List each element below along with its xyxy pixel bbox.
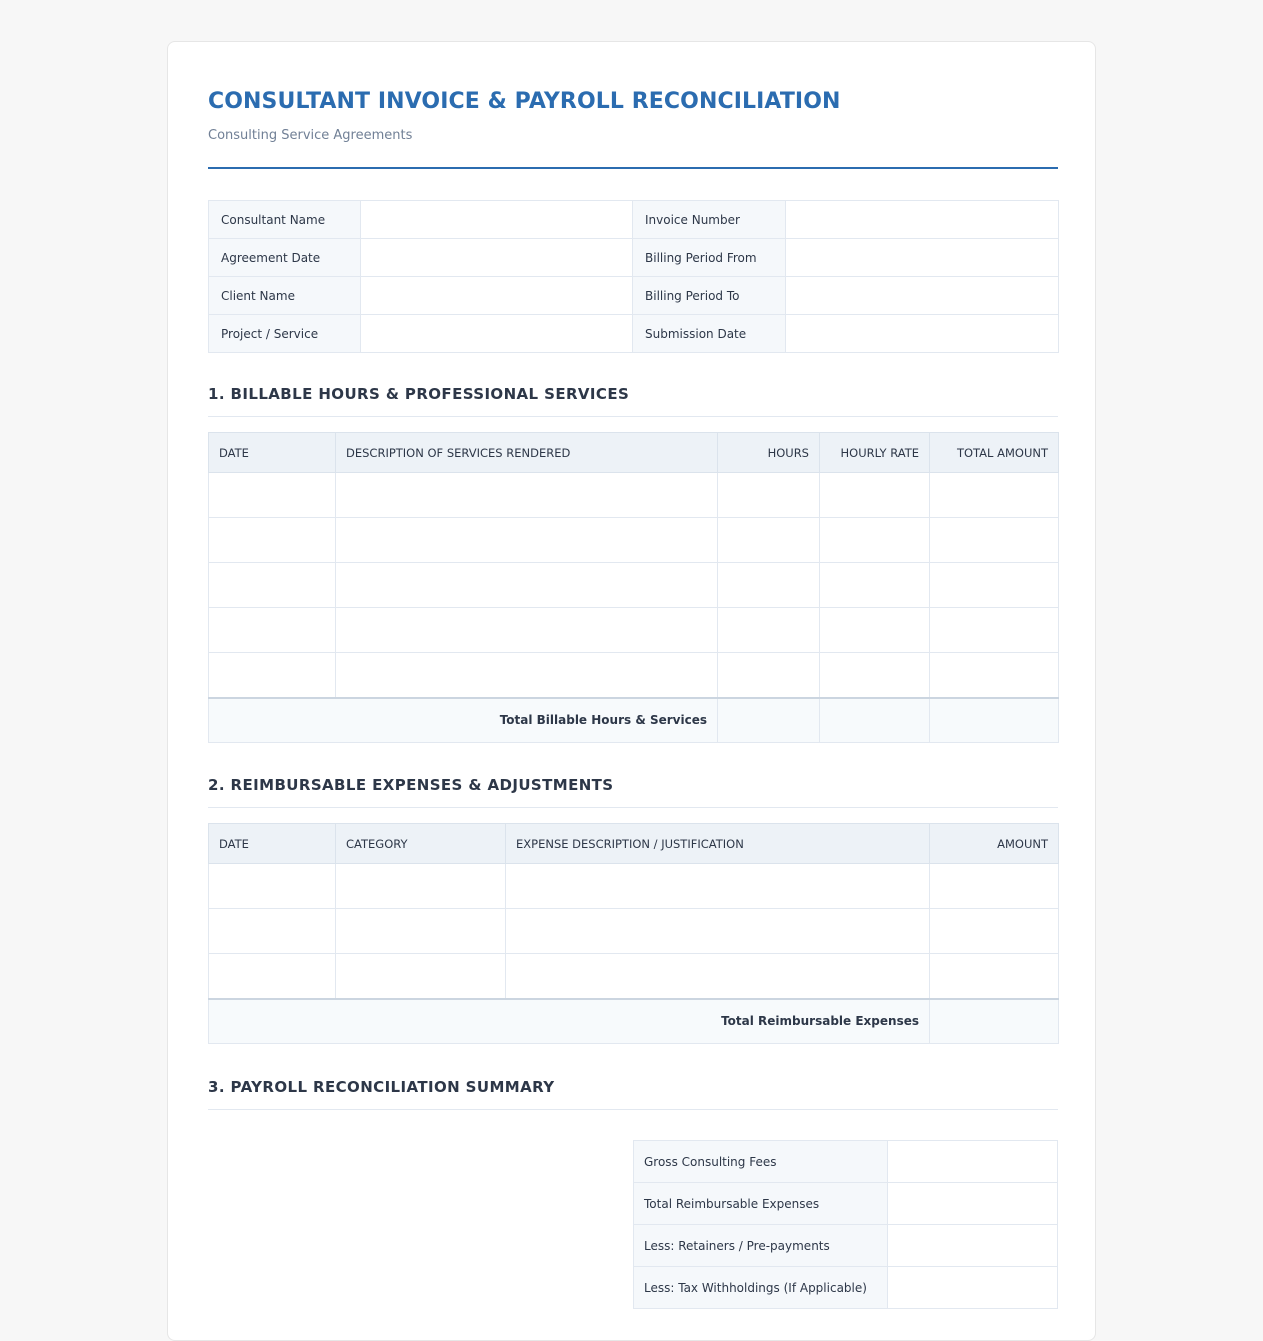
table-row [209,201,1059,239]
summary-row [634,1225,1058,1267]
description-cell[interactable] [336,518,718,563]
table-row [209,277,1059,315]
reimbursable-expenses-table [208,823,1059,1044]
hours-cell[interactable] [718,608,820,653]
table-row [209,473,1059,518]
expense-description-cell[interactable] [506,909,930,954]
total-expenses-amount-cell[interactable] [930,999,1059,1044]
page-title: CONSULTANT INVOICE & PAYROLL RECONCILIATION [208,89,841,114]
total-amount-sum-cell[interactable] [930,698,1059,743]
date-cell[interactable] [209,909,336,954]
table-row [209,864,1059,909]
client-name-label: Client Name [209,277,361,315]
summary-row [634,1267,1058,1309]
amount-cell[interactable] [930,864,1059,909]
hourly-rate-cell[interactable] [820,518,930,563]
project-service-field[interactable] [361,315,633,353]
total-amount-cell[interactable] [930,563,1059,608]
hours-cell[interactable] [718,563,820,608]
billing-period-to-field[interactable] [786,277,1059,315]
retainers-field[interactable] [888,1225,1058,1267]
date-cell[interactable] [209,954,336,999]
hourly-rate-cell[interactable] [820,473,930,518]
gross-consulting-fees-label: Gross Consulting Fees [634,1141,888,1183]
column-header-hourly-rate: HOURLY RATE [820,433,930,473]
category-cell[interactable] [336,864,506,909]
invoice-number-label: Invoice Number [633,201,786,239]
hours-cell[interactable] [718,473,820,518]
table-row [209,518,1059,563]
category-cell[interactable] [336,954,506,999]
total-reimbursable-expenses-label: Total Reimbursable Expenses [634,1183,888,1225]
total-row-expenses [209,999,1059,1044]
hourly-rate-cell[interactable] [820,563,930,608]
client-name-field[interactable] [361,277,633,315]
tax-withholdings-field[interactable] [888,1267,1058,1309]
table-row [209,608,1059,653]
table-header-row [209,824,1059,864]
date-cell[interactable] [209,864,336,909]
total-rate-cell[interactable] [820,698,930,743]
column-header-total-amount: TOTAL AMOUNT [930,433,1059,473]
project-service-label: Project / Service [209,315,361,353]
column-header-date: DATE [209,824,336,864]
total-reimbursable-expenses-field[interactable] [888,1183,1058,1225]
column-header-amount: AMOUNT [930,824,1059,864]
billing-period-from-field[interactable] [786,239,1059,277]
total-amount-cell[interactable] [930,653,1059,698]
amount-cell[interactable] [930,909,1059,954]
hours-cell[interactable] [718,653,820,698]
table-row [209,653,1059,698]
submission-date-field[interactable] [786,315,1059,353]
title-divider [208,167,1058,169]
category-cell[interactable] [336,909,506,954]
summary-row [634,1141,1058,1183]
date-cell[interactable] [209,518,336,563]
expense-description-cell[interactable] [506,864,930,909]
retainers-label: Less: Retainers / Pre-payments [634,1225,888,1267]
date-cell[interactable] [209,563,336,608]
description-cell[interactable] [336,608,718,653]
column-header-date: DATE [209,433,336,473]
table-row [209,239,1059,277]
invoice-number-field[interactable] [786,201,1059,239]
column-header-expense-description: EXPENSE DESCRIPTION / JUSTIFICATION [506,824,930,864]
amount-cell[interactable] [930,954,1059,999]
section-heading-payroll-summary: 3. PAYROLL RECONCILIATION SUMMARY [208,1078,1058,1110]
column-header-category: CATEGORY [336,824,506,864]
table-header-row [209,433,1059,473]
description-cell[interactable] [336,563,718,608]
billable-hours-table [208,432,1059,743]
table-row [209,909,1059,954]
total-amount-cell[interactable] [930,608,1059,653]
billing-period-from-label: Billing Period From [633,239,786,277]
payroll-summary-table [633,1140,1058,1309]
invoice-card [167,41,1096,1341]
total-expenses-label: Total Reimbursable Expenses [209,999,930,1044]
invoice-details-table [208,200,1059,353]
consultant-name-field[interactable] [361,201,633,239]
total-amount-cell[interactable] [930,518,1059,563]
submission-date-label: Submission Date [633,315,786,353]
section-heading-billable-hours: 1. BILLABLE HOURS & PROFESSIONAL SERVICES [208,385,1058,417]
agreement-date-label: Agreement Date [209,239,361,277]
billing-period-to-label: Billing Period To [633,277,786,315]
expense-description-cell[interactable] [506,954,930,999]
date-cell[interactable] [209,473,336,518]
agreement-date-field[interactable] [361,239,633,277]
hours-cell[interactable] [718,518,820,563]
hourly-rate-cell[interactable] [820,653,930,698]
hourly-rate-cell[interactable] [820,608,930,653]
total-row-billable [209,698,1059,743]
description-cell[interactable] [336,473,718,518]
total-amount-cell[interactable] [930,473,1059,518]
column-header-hours: HOURS [718,433,820,473]
gross-consulting-fees-field[interactable] [888,1141,1058,1183]
date-cell[interactable] [209,608,336,653]
table-row [209,563,1059,608]
page-subtitle: Consulting Service Agreements [208,128,413,143]
tax-withholdings-label: Less: Tax Withholdings (If Applicable) [634,1267,888,1309]
description-cell[interactable] [336,653,718,698]
section-heading-reimbursable-expenses: 2. REIMBURSABLE EXPENSES & ADJUSTMENTS [208,776,1058,808]
summary-row [634,1183,1058,1225]
table-row [209,315,1059,353]
column-header-description: DESCRIPTION OF SERVICES RENDERED [336,433,718,473]
consultant-name-label: Consultant Name [209,201,361,239]
total-billable-label: Total Billable Hours & Services [209,698,718,743]
table-row [209,954,1059,999]
total-hours-cell[interactable] [718,698,820,743]
date-cell[interactable] [209,653,336,698]
